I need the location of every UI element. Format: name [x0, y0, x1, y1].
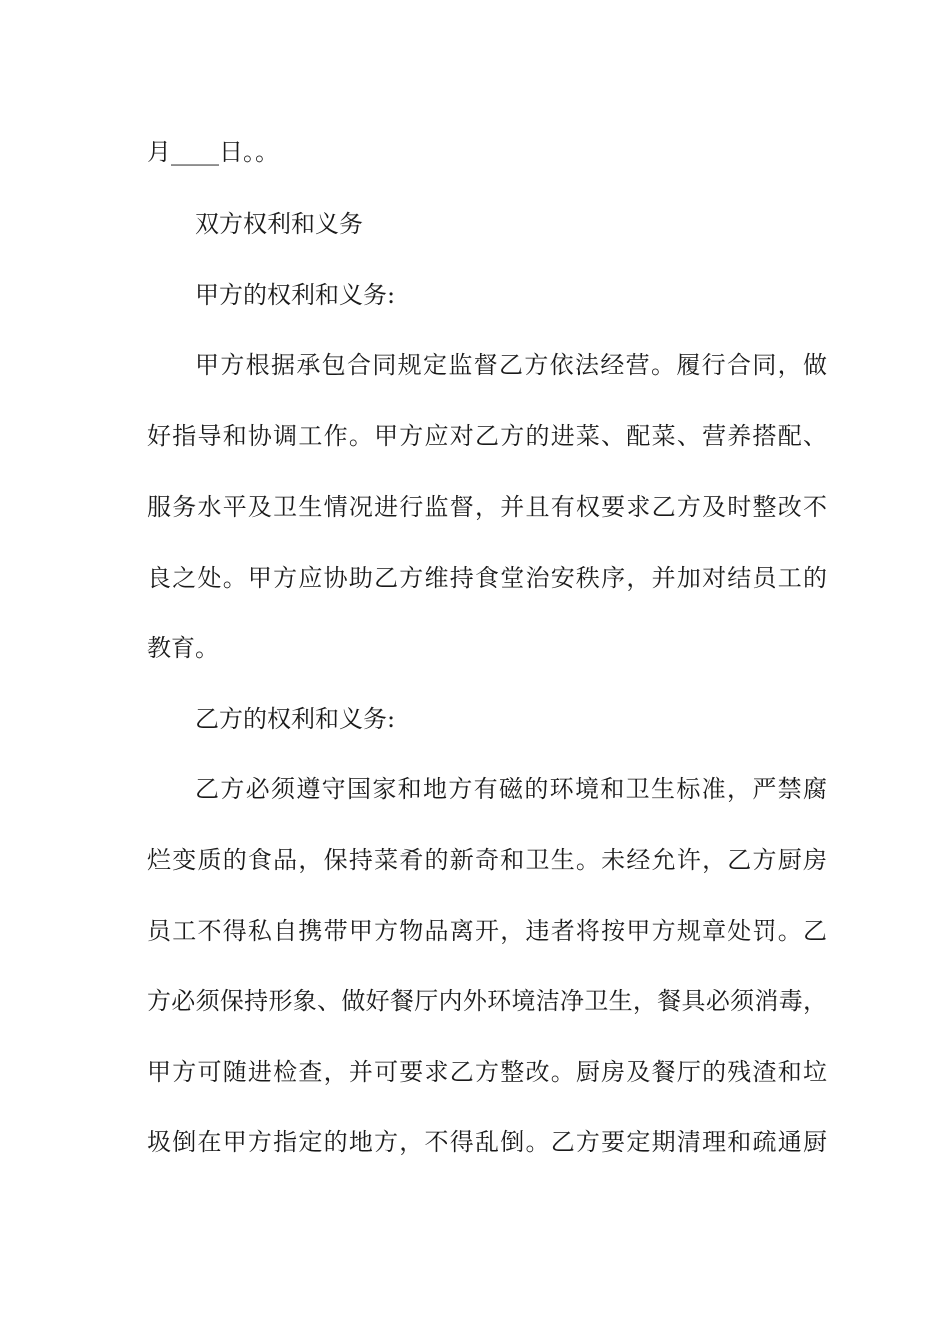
paragraph-line: 圾倒在甲方指定的地方，不得乱倒。乙方要定期清理和疏通厨 — [147, 1128, 827, 1156]
paragraph-line: 服务水平及卫生情况进行监督，并且有权要求乙方及时整改不 — [147, 493, 827, 521]
paragraph-line: 甲方可随进检查，并可要求乙方整改。厨房及餐厅的残渣和垃 — [147, 1058, 827, 1086]
paragraph-line: 乙方必须遵守国家和地方有磁的环境和卫生标准，严禁腐 — [195, 775, 827, 803]
paragraph-line: 好指导和协调工作。甲方应对乙方的进菜、配菜、营养搭配、 — [147, 422, 827, 450]
paragraph-line: 员工不得私自携带甲方物品离开，违者将按甲方规章处罚。乙 — [147, 917, 827, 945]
section-heading: 双方权利和义务 — [195, 210, 363, 238]
text-line: 月____日。。 — [147, 138, 279, 166]
paragraph-line: 方必须保持形象、做好餐厅内外环境洁净卫生，餐具必须消毒， — [147, 987, 827, 1015]
paragraph-line: 教育。 — [147, 634, 219, 662]
subsection-heading: 乙方的权利和义务: — [195, 705, 396, 733]
paragraph-line: 甲方根据承包合同规定监督乙方依法经营。履行合同，做 — [195, 351, 827, 379]
subsection-heading: 甲方的权利和义务: — [195, 281, 396, 309]
paragraph-line: 良之处。甲方应协助乙方维持食堂治安秩序，并加对结员工的 — [147, 564, 827, 592]
paragraph-line: 烂变质的食品，保持菜肴的新奇和卫生。未经允许，乙方厨房 — [147, 846, 827, 874]
